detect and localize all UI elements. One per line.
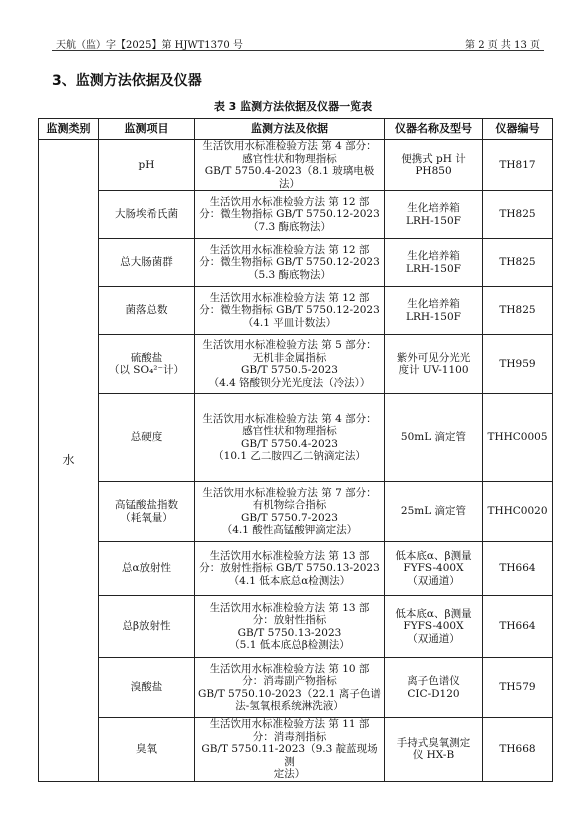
table-row — [39, 542, 553, 596]
number-cell: TH579 — [483, 658, 553, 718]
method-cell: 生活饮用水标准检验方法 第 11 部 分：消毒剂指标 GB/T 5750.11-2023（9.3 靛蓝现场测 定法） — [195, 718, 385, 782]
category-cell: 水 — [39, 140, 99, 782]
item-cell: 总大肠菌群 — [99, 239, 195, 287]
header-category: 监测类别 — [39, 119, 99, 140]
method-cell: 生活饮用水标准检验方法 第 4 部分： 感官性状和物理指标 GB/T 5750.4-2023 （10.1 乙二胺四乙二钠滴定法） — [195, 394, 385, 482]
number-cell: TH959 — [483, 335, 553, 394]
item-cell: pH — [99, 140, 195, 191]
item-cell: 总硬度 — [99, 394, 195, 482]
table-header-row — [39, 119, 553, 140]
instrument-cell: 离子色谱仪 CIC-D120 — [385, 658, 483, 718]
number-cell: THHC0020 — [483, 482, 553, 542]
table-row — [39, 482, 553, 542]
number-cell: TH825 — [483, 191, 553, 239]
method-cell: 生活饮用水标准检验方法 第 12 部 分：微生物指标 GB/T 5750.12-2023 （5.3 酶底物法） — [195, 239, 385, 287]
item-cell: 硫酸盐 （以 SO₄²⁻计） — [99, 335, 195, 394]
instrument-cell: 生化培养箱 LRH-150F — [385, 287, 483, 335]
document-number: 天航（监）字【2025】第 HJWT1370 号 — [56, 40, 243, 51]
section-title: 3、监测方法依据及仪器 — [52, 73, 202, 89]
instrument-cell: 紫外可见分光光 度计 UV-1100 — [385, 335, 483, 394]
item-cell: 臭氧 — [99, 718, 195, 782]
item-cell: 溴酸盐 — [99, 658, 195, 718]
header-method: 监测方法及依据 — [195, 119, 385, 140]
table-row — [39, 191, 553, 239]
instrument-cell: 低本底α、β测量 FYFS-400X （双通道） — [385, 542, 483, 596]
method-cell: 生活饮用水标准检验方法 第 13 部 分：放射性指标 GB/T 5750.13-2023 （5.1 低本底总β检测法） — [195, 596, 385, 658]
number-cell: TH825 — [483, 287, 553, 335]
methods-table — [38, 118, 553, 782]
instrument-cell: 生化培养箱 LRH-150F — [385, 191, 483, 239]
method-cell: 生活饮用水标准检验方法 第 12 部 分：微生物指标 GB/T 5750.12-2023 （7.3 酶底物法） — [195, 191, 385, 239]
number-cell: TH668 — [483, 718, 553, 782]
method-cell: 生活饮用水标准检验方法 第 7 部分： 有机物综合指标 GB/T 5750.7-2023 （4.1 酸性高锰酸钾滴定法） — [195, 482, 385, 542]
number-cell: THHC0005 — [483, 394, 553, 482]
table-row — [39, 718, 553, 782]
instrument-cell: 低本底α、β测量 FYFS-400X （双通道） — [385, 596, 483, 658]
item-cell: 总β放射性 — [99, 596, 195, 658]
item-cell: 菌落总数 — [99, 287, 195, 335]
page-header — [52, 34, 544, 51]
table-caption: 表 3 监测方法依据及仪器一览表 — [213, 100, 373, 113]
number-cell: TH817 — [483, 140, 553, 191]
table-row — [39, 596, 553, 658]
instrument-cell: 生化培养箱 LRH-150F — [385, 239, 483, 287]
method-cell: 生活饮用水标准检验方法 第 5 部分： 无机非金属指标 GB/T 5750.5-2023 （4.4 铬酸钡分光光度法（冷法）） — [195, 335, 385, 394]
table-row — [39, 335, 553, 394]
table-row — [39, 239, 553, 287]
header-number: 仪器编号 — [483, 119, 553, 140]
number-cell: TH825 — [483, 239, 553, 287]
item-cell: 总α放射性 — [99, 542, 195, 596]
instrument-cell: 50mL 滴定管 — [385, 394, 483, 482]
table-row — [39, 287, 553, 335]
header-instrument: 仪器名称及型号 — [385, 119, 483, 140]
header-item: 监测项目 — [99, 119, 195, 140]
instrument-cell: 25mL 滴定管 — [385, 482, 483, 542]
method-cell: 生活饮用水标准检验方法 第 4 部分： 感官性状和物理指标 GB/T 5750.4-2023（8.1 玻璃电极法） — [195, 140, 385, 191]
item-cell: 高锰酸盐指数 （耗氧量） — [99, 482, 195, 542]
number-cell: TH664 — [483, 596, 553, 658]
number-cell: TH664 — [483, 542, 553, 596]
page-info: 第 2 页 共 13 页 — [465, 40, 540, 51]
method-cell: 生活饮用水标准检验方法 第 13 部 分：放射性指标 GB/T 5750.13-2023 （4.1 低本底总α检测法） — [195, 542, 385, 596]
table-row — [39, 140, 553, 191]
table-row — [39, 658, 553, 718]
method-cell: 生活饮用水标准检验方法 第 10 部 分：消毒副产物指标 GB/T 5750.10-2023（22.1 离子色谱 法-氢氧根系统淋洗液） — [195, 658, 385, 718]
item-cell: 大肠埃希氏菌 — [99, 191, 195, 239]
method-cell: 生活饮用水标准检验方法 第 12 部 分：微生物指标 GB/T 5750.12-2023 （4.1 平皿计数法） — [195, 287, 385, 335]
table-row — [39, 394, 553, 482]
instrument-cell: 便携式 pH 计 PH850 — [385, 140, 483, 191]
instrument-cell: 手持式臭氧测定 仪 HX-B — [385, 718, 483, 782]
